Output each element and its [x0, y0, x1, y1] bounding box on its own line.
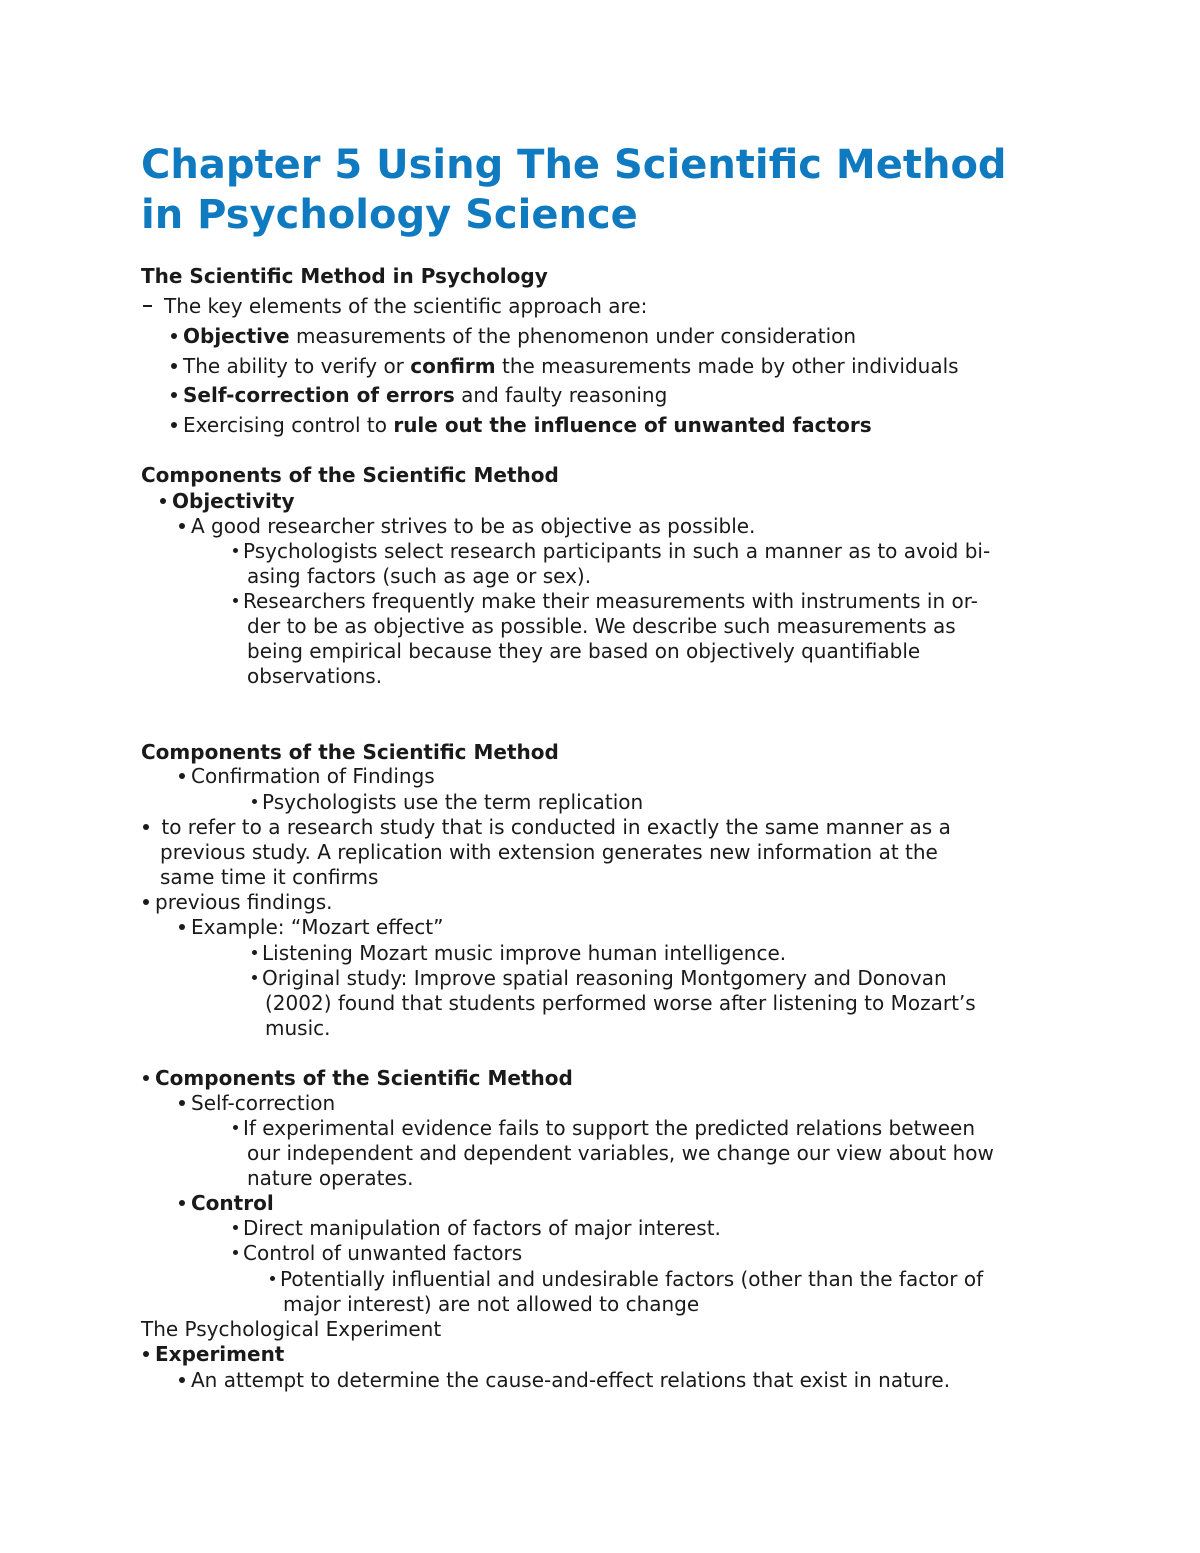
section-heading: Components of the Scientific Method	[155, 1066, 573, 1090]
bullet-icon	[179, 1100, 185, 1106]
bullet-icon	[270, 1276, 275, 1281]
item-text: If experimental evidence fails to support the predicted relations between	[243, 1116, 976, 1140]
bullet-icon	[160, 498, 166, 504]
continuation-line: same time it confirms	[160, 865, 379, 889]
bullet-icon	[233, 598, 238, 603]
bullet-icon	[179, 523, 185, 529]
item-text: The ability to verify or	[183, 354, 411, 378]
bullet-icon	[179, 1200, 185, 1206]
list-item	[233, 589, 978, 614]
continuation-line: our independent and dependent variables, we change our view about how	[247, 1141, 994, 1165]
section-heading: The Psychological Experiment	[141, 1317, 442, 1341]
item-text: Psychologists select research participants in such a manner as to avoid bi-	[243, 539, 991, 563]
bullet-icon	[179, 1377, 185, 1383]
list-item	[270, 1267, 983, 1292]
bullet-icon	[171, 333, 177, 339]
list-item	[233, 539, 990, 564]
list-item	[179, 1368, 950, 1393]
list-item	[171, 383, 667, 408]
bullet-icon	[143, 1075, 149, 1081]
item-text: measurements of the phenomenon under consideration	[289, 324, 857, 348]
list-item	[179, 1191, 274, 1216]
bold-text: confirm	[410, 354, 496, 378]
title-line-2: in Psychology Science	[141, 192, 638, 238]
item-text: Self-correction	[191, 1091, 336, 1115]
bold-text: Objective	[183, 324, 290, 348]
bullet-icon	[143, 899, 149, 905]
list-item	[233, 1241, 522, 1266]
list-item	[143, 1342, 284, 1367]
list-item	[143, 890, 333, 915]
intro-text: The key elements of the scientific approach are:	[164, 294, 648, 318]
bullet-icon	[252, 799, 257, 804]
item-text: Exercising control to	[183, 413, 394, 437]
list-item	[179, 514, 755, 539]
bullet-icon	[233, 1125, 238, 1130]
bullet-icon	[179, 924, 185, 930]
bold-text: rule out the influence of unwanted factors	[393, 413, 872, 437]
list-item	[179, 764, 435, 789]
item-text: Control of unwanted factors	[243, 1241, 523, 1265]
bullet-icon	[233, 1225, 238, 1230]
list-item	[171, 413, 872, 438]
list-item	[252, 966, 947, 991]
list-item	[160, 489, 295, 514]
continuation-line: (2002) found that students performed worse after listening to Mozart’s	[265, 991, 976, 1015]
item-text: Potentially influential and undesirable factors (other than the factor of	[280, 1267, 984, 1291]
bullet-icon	[171, 363, 177, 369]
bold-text: Objectivity	[172, 489, 295, 513]
list-item	[233, 1116, 975, 1141]
item-text: Psychologists use the term replication	[262, 790, 644, 814]
item-text: and faulty reasoning	[454, 383, 668, 407]
list-item	[233, 1216, 721, 1241]
list-item	[143, 815, 951, 840]
bullet-icon	[252, 950, 257, 955]
bullet-icon	[143, 824, 149, 830]
title-line-1: Chapter 5 Using The Scientific Method	[141, 142, 1007, 188]
section-heading: Components of the Scientific Method	[141, 740, 559, 764]
bold-text: Self-correction of errors	[183, 383, 455, 407]
list-item	[143, 1066, 573, 1091]
intro-line	[143, 294, 647, 319]
continuation-line: asing factors (such as age or sex).	[247, 564, 592, 588]
item-text: Direct manipulation of factors of major interest.	[243, 1216, 721, 1240]
section-heading: Components of the Scientific Method	[141, 463, 559, 487]
item-text: Original study: Improve spatial reasoning Montgomery and Donovan	[262, 966, 947, 990]
bold-text: Control	[191, 1191, 274, 1215]
item-text: Confirmation of Findings	[191, 764, 435, 788]
item-text: Example: “Mozart effect”	[191, 915, 444, 939]
continuation-line: music.	[265, 1016, 331, 1040]
item-text: Researchers frequently make their measurements with instruments in or-	[243, 589, 978, 613]
continuation-line: being empirical because they are based on objectively quantifiable	[247, 639, 921, 663]
continuation-line: der to be as objective as possible. We describe such measurements as	[247, 614, 956, 638]
bullet-icon	[233, 548, 238, 553]
list-item	[179, 1091, 335, 1116]
continuation-line: previous study. A replication with extension generates new information at the	[160, 840, 938, 864]
bold-text: Experiment	[155, 1342, 285, 1366]
continuation-line: observations.	[247, 664, 383, 688]
item-text: An attempt to determine the cause-and-effect relations that exist in nature.	[191, 1368, 951, 1392]
item-text: previous findings.	[155, 890, 333, 914]
list-item	[179, 915, 443, 940]
list-item	[171, 324, 856, 349]
list-item	[252, 790, 643, 815]
bullet-icon	[252, 975, 257, 980]
list-item	[252, 941, 786, 966]
bullet-icon	[233, 1250, 238, 1255]
bullet-icon	[143, 1351, 149, 1357]
item-text: the measurements made by other individuals	[495, 354, 959, 378]
list-item	[171, 354, 959, 379]
item-text: Listening Mozart music improve human intelligence.	[262, 941, 787, 965]
document-title	[141, 140, 1101, 240]
continuation-line: nature operates.	[247, 1166, 414, 1190]
continuation-line: major interest) are not allowed to change	[283, 1292, 700, 1316]
bullet-icon	[179, 773, 185, 779]
item-text: to refer to a research study that is conducted in exactly the same manner as a	[155, 815, 951, 839]
section-heading: The Scientific Method in Psychology	[141, 264, 548, 288]
bullet-icon	[171, 422, 177, 428]
bullet-icon	[171, 392, 177, 398]
item-text: A good researcher strives to be as objective as possible.	[191, 514, 756, 538]
dash-bullet	[143, 305, 152, 307]
